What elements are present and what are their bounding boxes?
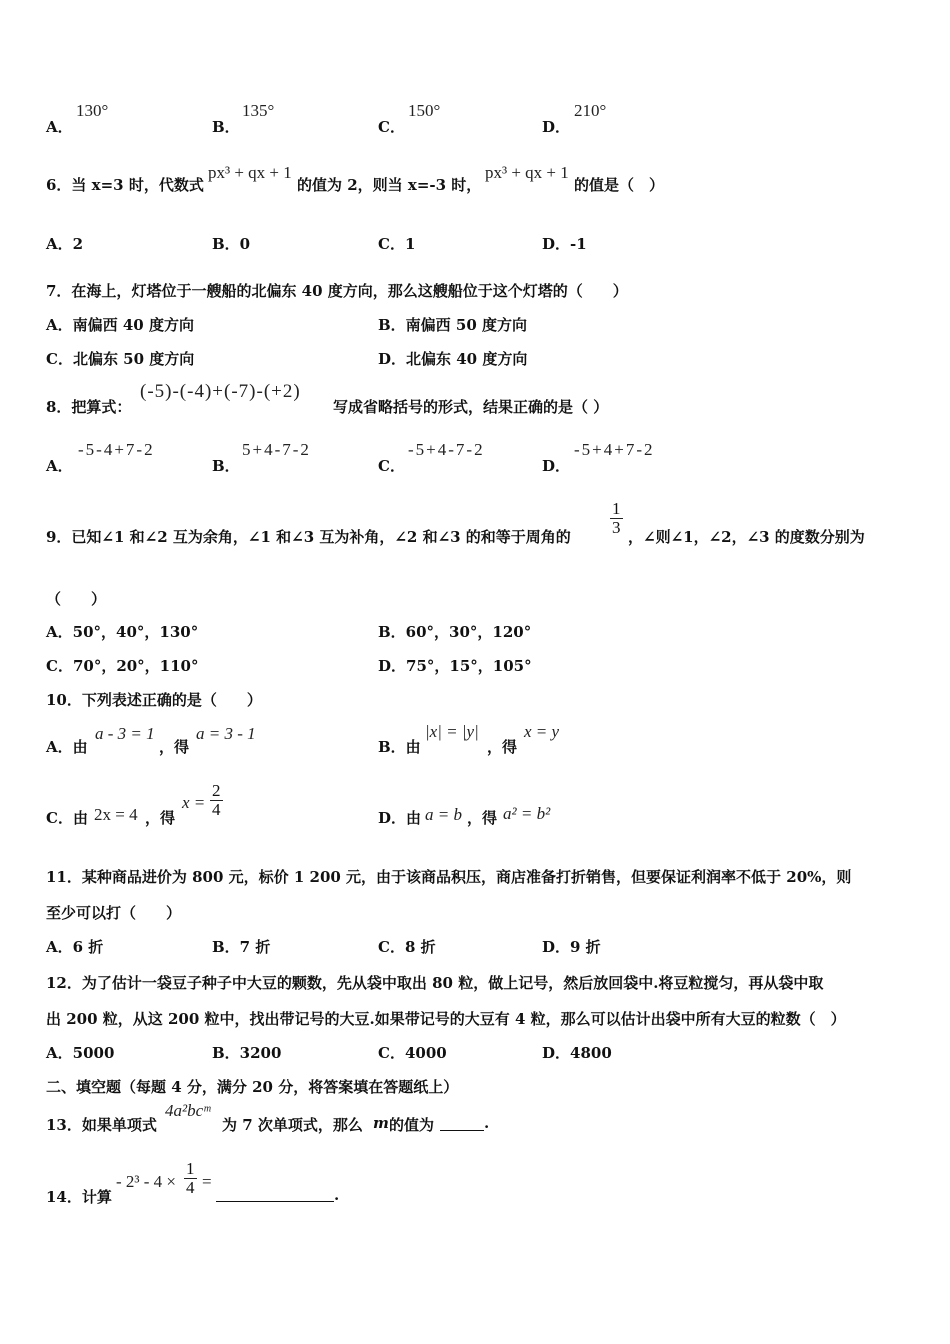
q10-option-a-then: ，得 [159, 738, 190, 756]
q6-option-d: D．-1 [542, 235, 587, 253]
q14-equals: = [202, 1172, 212, 1191]
q10-option-b-given: |x| = |y| [425, 722, 479, 741]
q14-stem: 14．计算 [46, 1188, 112, 1206]
q10-option-d-label: D．由 [378, 809, 422, 827]
q11-option-d: D．9 折 [542, 938, 601, 956]
q14-end-period: . [334, 1186, 340, 1204]
q10-option-b-label: B．由 [378, 738, 421, 756]
q7-option-b: B．南偏西 50 度方向 [378, 316, 527, 334]
q11-option-b: B．7 折 [212, 938, 271, 956]
q9-option-a: A．50°，40°，130° [46, 623, 199, 641]
q13-answer-blank[interactable] [440, 1130, 484, 1131]
q14-fraction-denominator: 4 [186, 1178, 195, 1197]
q5-option-a-label: A． [46, 118, 73, 136]
q5-option-d-label: D． [542, 118, 571, 136]
q7-option-d: D．北偏东 40 度方向 [378, 350, 528, 368]
q9-fraction [610, 500, 623, 537]
q12-option-a: A．5000 [46, 1044, 115, 1062]
q10-option-c-then: ，得 [145, 809, 176, 827]
q5-option-a-value: 130° [76, 101, 109, 120]
q9-stem-part1: 9．已知∠1 和∠2 互为余角，∠1 和∠3 互为补角，∠2 和∠3 的和等于周角的 [46, 528, 571, 546]
q12-option-b: B．3200 [212, 1044, 282, 1062]
q7-option-c: C．北偏东 50 度方向 [46, 350, 195, 368]
q6-option-c: C．1 [378, 235, 416, 253]
q5-option-c-label: C． [378, 118, 405, 136]
q13-stem-part1: 13．如果单项式 [46, 1116, 157, 1134]
q6-stem-part3: 的值是（ ） [574, 176, 665, 194]
q5-option-d-value: 210° [574, 101, 607, 120]
q9-fraction-numerator: 1 [612, 499, 621, 518]
q10-option-d-result: a² = b² [503, 804, 551, 823]
q11-option-c: C．8 折 [378, 938, 436, 956]
q8-stem-part2: 写成省略括号的形式，结果正确的是（ ） [333, 398, 609, 416]
q14-expression: - 2³ - 4 × [116, 1172, 177, 1191]
q14-answer-blank[interactable] [216, 1201, 334, 1202]
q7-option-a: A．南偏西 40 度方向 [46, 316, 194, 334]
q14-fraction [184, 1160, 197, 1197]
q6-expression-1: px³ + qx + 1 [208, 163, 292, 182]
q9-option-b: B．60°，30°，120° [378, 623, 532, 641]
q10-option-c-label: C．由 [46, 809, 88, 827]
q10-option-b-result: x = y [524, 722, 560, 741]
q10-option-c-fraction [210, 782, 223, 819]
q10-option-a-result: a = 3 - 1 [196, 724, 256, 743]
q9-answer-paren: （ ） [46, 590, 107, 608]
q6-stem-part1: 6．当 x=3 时，代数式 [46, 176, 204, 194]
q13-stem-part2: 为 7 次单项式，那么 [222, 1116, 363, 1134]
q11-stem-line1: 11．某种商品进价为 800 元，标价 1 200 元，由于该商品积压，商店准备打折销售，但要保证利润率不低于 20%，则 [46, 868, 852, 886]
q8-option-a-value: -5-4+7-2 [78, 440, 155, 459]
q8-option-b-label: B． [212, 457, 240, 475]
q6-stem-part2: 的值为 2，则当 x=-3 时， [297, 176, 482, 194]
q8-option-d-label: D． [542, 457, 571, 475]
q8-option-b-value: 5+4-7-2 [242, 440, 311, 459]
q9-stem-part2: ，∠则∠1，∠2，∠3 的度数分别为 [628, 528, 865, 546]
q10-option-a-given: a - 3 = 1 [95, 724, 155, 743]
q9-option-d: D．75°，15°，105° [378, 657, 532, 675]
q10-option-d-then: ，得 [467, 809, 498, 827]
q8-option-c-value: -5+4-7-2 [408, 440, 485, 459]
q8-option-d-value: -5+4+7-2 [574, 440, 655, 459]
q11-stem-line2: 至少可以打（ ） [46, 904, 182, 922]
q5-option-c-value: 150° [408, 101, 441, 120]
q12-stem-line1: 12．为了估计一袋豆子种子中大豆的颗数，先从袋中取出 80 粒，做上记号，然后放回袋中.将豆粒搅匀，再从袋中取 [46, 974, 824, 992]
q12-stem-line2: 出 200 粒，从这 200 粒中，找出带记号的大豆.如果带记号的大豆有 4 粒，那么可以估计出袋中所有大豆的粒数（ ） [46, 1010, 846, 1028]
q5-option-b-value: 135° [242, 101, 275, 120]
q6-expression-2: px³ + qx + 1 [485, 163, 569, 182]
q7-stem: 7．在海上，灯塔位于一艘船的北偏东 40 度方向，那么这艘船位于这个灯塔的（ ） [46, 282, 628, 300]
section-heading-fill-in: 二、填空题（每题 4 分，满分 20 分，将答案填在答题纸上） [46, 1078, 459, 1096]
q10-option-c-result: x = [182, 793, 206, 812]
q10-option-c-numerator: 2 [212, 781, 221, 800]
q9-fraction-denominator: 3 [612, 518, 621, 537]
q13-variable-m: m [373, 1114, 389, 1132]
q8-stem-part1: 8．把算式： [46, 398, 132, 416]
q10-option-c-given: 2x = 4 [94, 805, 138, 824]
q13-end-period: . [484, 1114, 490, 1132]
q13-monomial: 4a²bcᵐ [165, 1101, 211, 1120]
q10-option-b-then: ，得 [487, 738, 518, 756]
q6-option-b: B．0 [212, 235, 251, 253]
q12-option-c: C．4000 [378, 1044, 447, 1062]
q10-option-d-given: a = b [425, 805, 462, 824]
q6-option-a: A．2 [46, 235, 84, 253]
q8-option-a-label: A． [46, 457, 73, 475]
q13-stem-part3: 的值为 [389, 1116, 435, 1134]
q8-option-c-label: C． [378, 457, 405, 475]
q11-option-a: A．6 折 [46, 938, 104, 956]
q8-expression: (-5)-(-4)+(-7)-(+2) [140, 381, 301, 402]
q9-option-c: C．70°，20°，110° [46, 657, 199, 675]
q14-fraction-numerator: 1 [186, 1159, 195, 1178]
q12-option-d: D．4800 [542, 1044, 612, 1062]
q10-option-a-label: A．由 [46, 738, 88, 756]
q10-stem: 10．下列表述正确的是（ ） [46, 691, 262, 709]
q10-option-c-denominator: 4 [212, 800, 221, 819]
q5-option-b-label: B． [212, 118, 240, 136]
